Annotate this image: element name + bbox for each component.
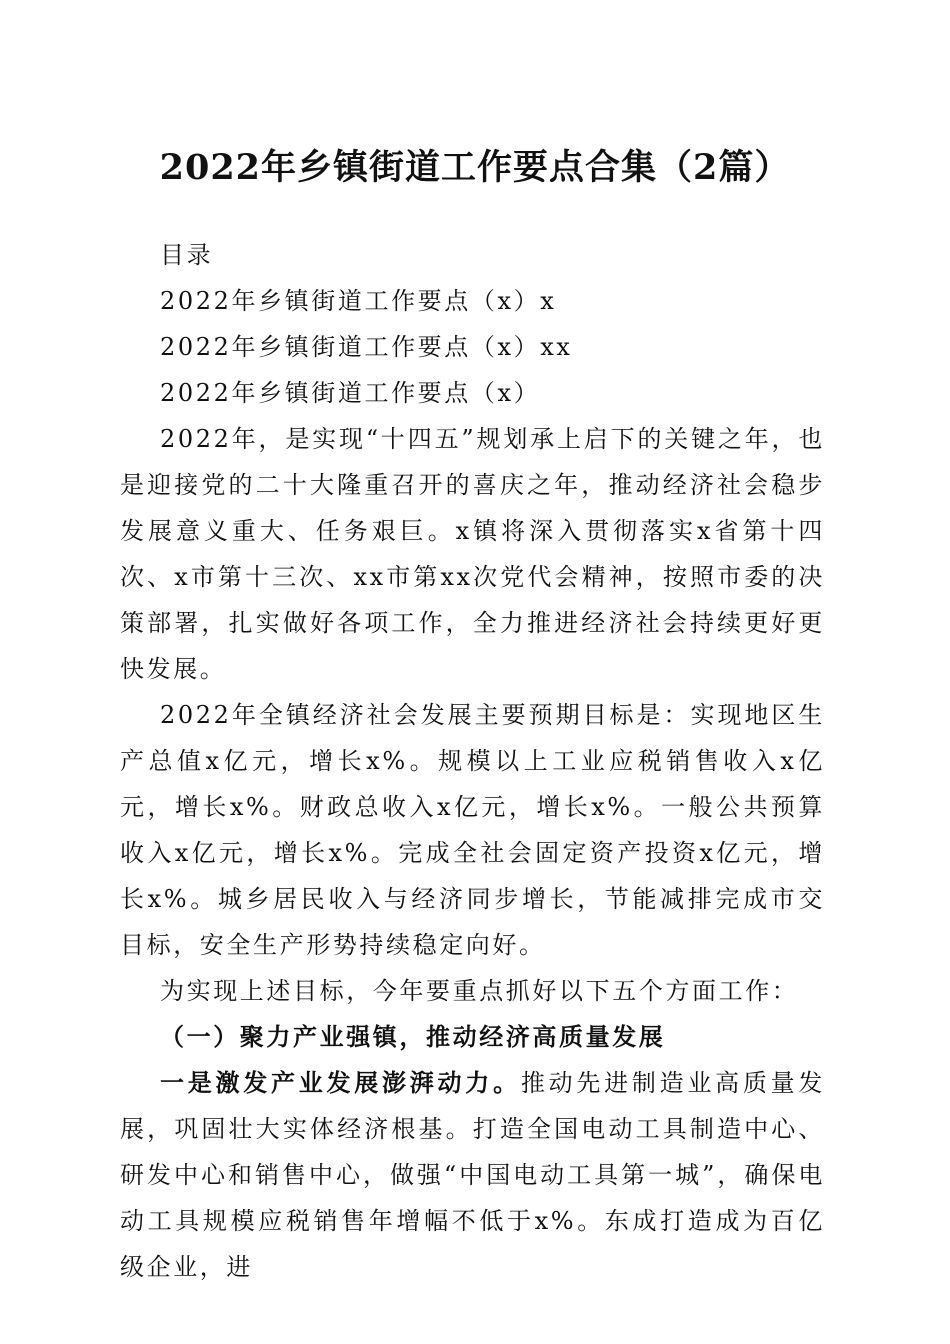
toc-item: 2022年乡镇街道工作要点（x）xx [160, 333, 573, 361]
toc-heading: 目录 [160, 241, 214, 269]
toc-item: 2022年乡镇街道工作要点（x） [160, 379, 541, 407]
targets-paragraph: 2022年全镇经济社会发展主要预期目标是：实现地区生产总值x亿元，增长x%。规模以上工业应税销售收入x亿元，增长x%。财政总收入x亿元，增长x%。一般公共预算收入x亿元，增长x%。完成全社会固定资产投资x亿元，增长x%。城乡居民收入与经济同步增长，节能减排完成市交目标，安全生产形势持续稳定向好。 [120, 701, 825, 959]
point-one-text: 推动先进制造业高质量发展，巩固壮大实体经济根基。打造全国电动工具制造中心、研发中心和销售中心，做强“中国电动工具第一城”，确保电动工具规模应税销售年增幅不低于x%。东成打造成为百亿级企业，进 [120, 1069, 825, 1281]
point-one-paragraph [120, 1060, 825, 1290]
document-title: 2022年乡镇街道工作要点合集（2篇） [159, 147, 791, 188]
table-of-contents [120, 232, 825, 416]
intro-paragraph: 2022年，是实现“十四五”规划承上启下的关键之年，也是迎接党的二十大隆重召开的喜庆之年，推动经济社会稳步发展意义重大、任务艰巨。x镇将深入贯彻落实x省第十四次、x市第十三次、xx市第xx次党代会精神，按照市委的决策部署，扎实做好各项工作，全力推进经济社会持续更好更快发展。 [120, 425, 825, 683]
document-body [120, 232, 825, 1290]
point-one-lead: 一是激发产业发展澎湃动力。 [160, 1068, 521, 1097]
section-heading: （一）聚力产业强镇，推动经济高质量发展 [160, 1022, 666, 1051]
toc-item: 2022年乡镇街道工作要点（x）x [160, 287, 557, 315]
focus-paragraph: 为实现上述目标，今年要重点抓好以下五个方面工作： [160, 977, 799, 1005]
